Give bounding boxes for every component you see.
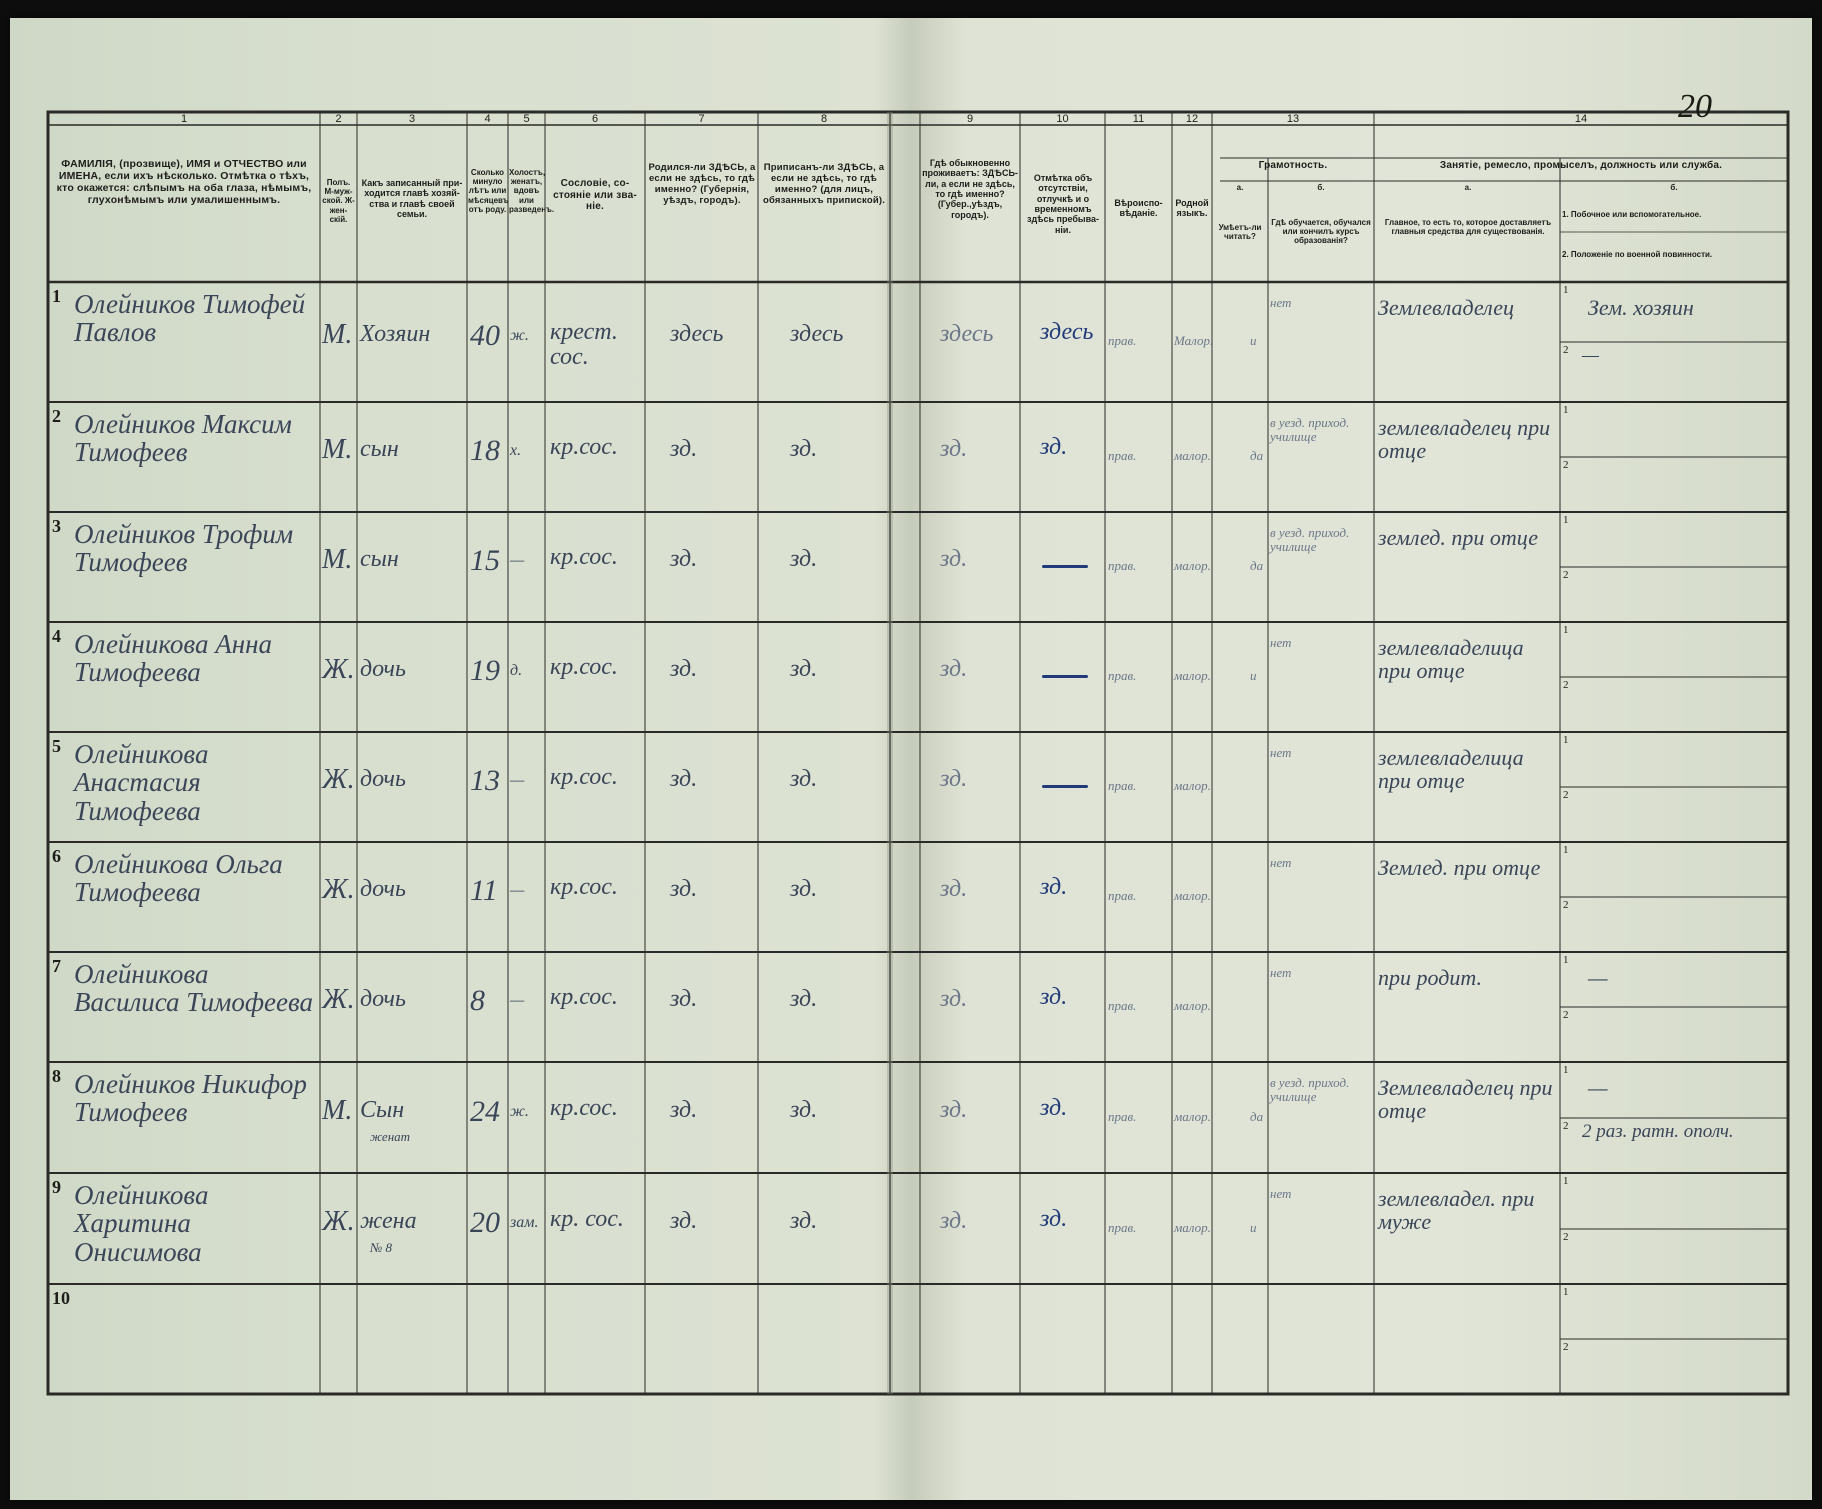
registered-cell: зд. bbox=[790, 876, 818, 902]
absence-dash bbox=[1042, 675, 1088, 678]
sex-cell: М. bbox=[322, 544, 353, 575]
occupation-main-cell: землед. при отце bbox=[1378, 525, 1539, 550]
header-registered: Приписанъ-ли ЗДѢСЬ, а если не здѣсь, то гдѣ именно? (для лицъ, обязанныхъ припиской). bbox=[762, 162, 886, 206]
age-cell: 15 bbox=[470, 544, 500, 577]
language-cell: малор. bbox=[1174, 558, 1211, 573]
absence-cell: зд. bbox=[1040, 1095, 1068, 1121]
absence-cell: здесь bbox=[1040, 319, 1094, 345]
sex-cell: Ж. bbox=[322, 654, 355, 685]
religion-cell: прав. bbox=[1108, 998, 1137, 1013]
literacy-b-cell: нет bbox=[1270, 855, 1292, 870]
birthplace-cell: зд. bbox=[670, 436, 698, 462]
marital-cell: — bbox=[510, 882, 525, 899]
column-number: 8 bbox=[820, 113, 828, 125]
literacy-b-cell: нет bbox=[1270, 745, 1292, 760]
row-number: 6 bbox=[52, 846, 61, 866]
marital-cell: зам. bbox=[510, 1214, 539, 1231]
estate-cell: кр.сос. bbox=[550, 544, 618, 570]
header-residence: Гдѣ обыкновенно проживаетъ: ЗДѢСЬ-ли, а если не здѣсь, то гдѣ именно? (Губер.,уѣздъ, городъ). bbox=[922, 158, 1018, 220]
row-number: 5 bbox=[52, 736, 61, 756]
relation-note: № 8 bbox=[370, 1240, 393, 1255]
header-literacy-a-text: Умѣетъ-ли читать? bbox=[1218, 223, 1262, 242]
column-number: 14 bbox=[1574, 113, 1588, 125]
subrow-2: 2 bbox=[1563, 789, 1569, 801]
column-number: 2 bbox=[335, 113, 342, 125]
age-cell: 20 bbox=[470, 1206, 500, 1239]
header-literacy-a: а. bbox=[1236, 183, 1244, 192]
header-estate: Сословіе, со-стояніе или зва-ніе. bbox=[553, 178, 637, 212]
header-occupation-a-text: Главное, то есть то, которое доставляетъ главныя средства для существованія. bbox=[1384, 218, 1552, 237]
person-name: Олейникова Ольга Тимофеева bbox=[74, 849, 283, 908]
sex-cell: М. bbox=[322, 1095, 353, 1126]
header-occupation-b: б. bbox=[1670, 183, 1678, 192]
subrow-2: 2 bbox=[1563, 899, 1569, 911]
column-number: 13 bbox=[1286, 113, 1300, 125]
column-number: 6 bbox=[591, 113, 599, 125]
subrow-1: 1 bbox=[1563, 1064, 1569, 1076]
language-cell: малор. bbox=[1174, 1109, 1211, 1124]
row-number: 3 bbox=[52, 516, 61, 536]
person-name: Олейникова Харитина Онисимова bbox=[74, 1180, 209, 1267]
religion-cell: прав. bbox=[1108, 778, 1137, 793]
literacy-a-cell bbox=[1250, 999, 1268, 1019]
residence-cell: зд. bbox=[940, 1208, 968, 1234]
marital-cell: ж. bbox=[510, 327, 529, 344]
literacy-a-cell: и bbox=[1250, 333, 1257, 348]
sex-cell: Ж. bbox=[322, 874, 355, 905]
birthplace-cell: зд. bbox=[670, 1208, 698, 1234]
subrow-1: 1 bbox=[1563, 404, 1569, 416]
subrow-1: 1 bbox=[1563, 844, 1569, 856]
subrow-1: 1 bbox=[1563, 284, 1569, 296]
age-cell: 19 bbox=[470, 654, 500, 687]
person-name: Олейникова Анастасия Тимофеева bbox=[74, 739, 209, 826]
age-cell: 24 bbox=[470, 1095, 500, 1128]
absence-cell: зд. bbox=[1040, 874, 1068, 900]
subrow-2: 2 bbox=[1563, 1341, 1569, 1353]
sex-cell: М. bbox=[322, 434, 353, 465]
military-status-cell: 2 раз. ратн. ополч. bbox=[1582, 1121, 1734, 1142]
registered-cell: зд. bbox=[790, 436, 818, 462]
residence-cell: зд. bbox=[940, 1097, 968, 1123]
residence-cell: зд. bbox=[940, 436, 968, 462]
subrow-1: 1 bbox=[1563, 1286, 1569, 1298]
occupation-secondary-cell: — bbox=[1588, 1075, 1608, 1100]
religion-cell: прав. bbox=[1108, 333, 1137, 348]
census-sheet bbox=[10, 18, 1812, 1500]
religion-cell: прав. bbox=[1108, 888, 1137, 903]
registered-cell: зд. bbox=[790, 546, 818, 572]
header-occupation-b-1: 1. Побочное или вспомогательное. bbox=[1562, 210, 1702, 219]
birthplace-cell: здесь bbox=[670, 321, 724, 347]
relation-cell: Хозяин bbox=[360, 321, 431, 347]
literacy-a-cell bbox=[1250, 779, 1268, 799]
registered-cell: зд. bbox=[790, 1097, 818, 1123]
occupation-main-cell: при родит. bbox=[1378, 965, 1482, 990]
header-religion: Вѣроиспо-вѣданіе. bbox=[1114, 198, 1163, 219]
column-number: 4 bbox=[484, 113, 491, 125]
column-number: 9 bbox=[966, 113, 974, 125]
absence-cell: зд. bbox=[1040, 1206, 1068, 1232]
subrow-1: 1 bbox=[1563, 954, 1569, 966]
header-occupation: Занятіе, ремесло, промыселъ, должность или служба. bbox=[1439, 160, 1723, 171]
military-status-cell: — bbox=[1582, 345, 1599, 366]
occupation-main-cell: Землевладелец при отце bbox=[1378, 1075, 1553, 1124]
column-number: 1 bbox=[180, 113, 188, 125]
absence-dash bbox=[1042, 565, 1088, 568]
marital-cell: — bbox=[510, 992, 525, 1009]
literacy-b-cell: нет bbox=[1270, 635, 1292, 650]
religion-cell: прав. bbox=[1108, 1220, 1137, 1235]
relation-cell: Сын bbox=[360, 1097, 405, 1123]
literacy-a-cell: да bbox=[1250, 1109, 1264, 1124]
subrow-2: 2 bbox=[1563, 1231, 1569, 1243]
column-number: 3 bbox=[408, 113, 416, 125]
person-name: Олейников Максим Тимофеев bbox=[74, 409, 292, 468]
occupation-main-cell: землевладелец при отце bbox=[1378, 415, 1551, 464]
residence-cell: зд. bbox=[940, 986, 968, 1012]
subrow-1: 1 bbox=[1563, 734, 1569, 746]
column-number: 10 bbox=[1056, 113, 1069, 125]
birthplace-cell: зд. bbox=[670, 1097, 698, 1123]
occupation-main-cell: землевладелица при отце bbox=[1378, 745, 1524, 794]
header-birthplace: Родился-ли ЗДѢСЬ, а если не здѣсь, то гдѣ именно? (Губернія, уѣздъ, городъ). bbox=[648, 162, 756, 206]
relation-cell: дочь bbox=[360, 876, 406, 902]
relation-cell: дочь bbox=[360, 656, 406, 682]
registered-cell: зд. bbox=[790, 766, 818, 792]
birthplace-cell: зд. bbox=[670, 876, 698, 902]
subrow-1: 1 bbox=[1563, 1175, 1569, 1187]
row-number: 9 bbox=[52, 1177, 61, 1197]
header-sex: Полъ. М-муж-ской. Ж-жен-скій. bbox=[322, 178, 355, 224]
language-cell: малор. bbox=[1174, 668, 1211, 683]
column-number: 5 bbox=[523, 113, 530, 125]
residence-cell: здесь bbox=[940, 321, 994, 347]
religion-cell: прав. bbox=[1108, 668, 1137, 683]
literacy-a-cell: и bbox=[1250, 668, 1257, 683]
absence-cell: зд. bbox=[1040, 984, 1068, 1010]
subrow-2: 2 bbox=[1563, 1120, 1569, 1132]
estate-cell: кр.сос. bbox=[550, 764, 618, 790]
sex-cell: М. bbox=[322, 319, 353, 350]
residence-cell: зд. bbox=[940, 766, 968, 792]
language-cell: малор. bbox=[1174, 778, 1211, 793]
marital-cell: — bbox=[510, 552, 525, 569]
relation-note: женат bbox=[370, 1129, 411, 1144]
language-cell: малор. bbox=[1174, 1220, 1211, 1235]
person-name: Олейникова Анна Тимофеева bbox=[74, 629, 272, 688]
column-number: 12 bbox=[1185, 113, 1199, 125]
person-name: Олейников Никифор Тимофеев bbox=[74, 1069, 307, 1128]
language-cell: малор. bbox=[1174, 998, 1211, 1013]
relation-cell: жена bbox=[360, 1208, 417, 1234]
birthplace-cell: зд. bbox=[670, 766, 698, 792]
estate-cell: кр.сос. bbox=[550, 984, 618, 1010]
registered-cell: зд. bbox=[790, 986, 818, 1012]
subrow-2: 2 bbox=[1563, 1009, 1569, 1021]
occupation-main-cell: Землевладелец bbox=[1378, 295, 1514, 320]
age-cell: 18 bbox=[470, 434, 500, 467]
age-cell: 13 bbox=[470, 764, 500, 797]
row-number: 2 bbox=[52, 406, 61, 426]
header-relation: Какъ записанный при-ходится главѣ хозяй-ства и главѣ своей семьи. bbox=[361, 178, 463, 220]
person-name: Олейникова Василиса Тимофеева bbox=[74, 959, 314, 1018]
page-number: 20 bbox=[1678, 88, 1712, 125]
religion-cell: прав. bbox=[1108, 448, 1137, 463]
estate-cell: кр.сос. bbox=[550, 654, 618, 680]
absence-cell: зд. bbox=[1040, 434, 1068, 460]
sex-cell: Ж. bbox=[322, 764, 355, 795]
birthplace-cell: зд. bbox=[670, 656, 698, 682]
literacy-b-cell: нет bbox=[1270, 965, 1292, 980]
header-occupation-a: а. bbox=[1464, 183, 1472, 192]
header-literacy: Грамотность. bbox=[1258, 160, 1328, 171]
literacy-a-cell: да bbox=[1250, 558, 1264, 573]
row-number: 10 bbox=[52, 1288, 70, 1308]
header-name: ФАМИЛІЯ, (прозвище), ИМЯ и ОТЧЕСТВО или ИМЕНА, если ихъ нѣсколько. Отмѣтка о тѣхъ, кто окажется: слѣпымъ на оба глаза, нѣмымъ, глухонѣмымъ или умалишеннымъ. bbox=[56, 158, 312, 207]
occupation-secondary-cell: Зем. хозяин bbox=[1588, 295, 1694, 320]
literacy-a-cell: и bbox=[1250, 1220, 1257, 1235]
header-literacy-b: б. bbox=[1317, 183, 1325, 192]
occupation-main-cell: Землед. при отце bbox=[1378, 855, 1541, 880]
relation-cell: сын bbox=[360, 436, 399, 462]
subrow-2: 2 bbox=[1563, 344, 1569, 356]
literacy-a-cell: да bbox=[1250, 448, 1264, 463]
person-name: Олейников Трофим Тимофеев bbox=[74, 519, 294, 578]
literacy-b-cell: в уезд. приход. училище bbox=[1270, 415, 1350, 444]
estate-cell: кр.сос. bbox=[550, 434, 618, 460]
row-number: 7 bbox=[52, 956, 61, 976]
relation-cell: сын bbox=[360, 546, 399, 572]
occupation-main-cell: землевладелица при отце bbox=[1378, 635, 1524, 684]
header-absence: Отмѣтка объ отсутствіи, отлучкѣ и о временномъ здѣсь пребыва-ніи. bbox=[1026, 173, 1100, 235]
sex-cell: Ж. bbox=[322, 984, 355, 1015]
absence-dash bbox=[1042, 785, 1088, 788]
residence-cell: зд. bbox=[940, 546, 968, 572]
column-number: 7 bbox=[698, 113, 705, 125]
marital-cell: ж. bbox=[510, 1103, 529, 1120]
marital-cell: — bbox=[510, 772, 525, 789]
language-cell: Малор. bbox=[1174, 333, 1214, 348]
language-cell: малор. bbox=[1174, 888, 1211, 903]
literacy-a-cell bbox=[1250, 889, 1268, 909]
relation-cell: дочь bbox=[360, 766, 406, 792]
language-cell: малор. bbox=[1174, 448, 1211, 463]
religion-cell: прав. bbox=[1108, 1109, 1137, 1124]
residence-cell: зд. bbox=[940, 656, 968, 682]
registered-cell: здесь bbox=[790, 321, 844, 347]
residence-cell: зд. bbox=[940, 876, 968, 902]
marital-cell: д. bbox=[510, 662, 523, 679]
marital-cell: х. bbox=[510, 442, 522, 459]
row-number: 4 bbox=[52, 626, 61, 646]
occupation-secondary-cell: — bbox=[1588, 965, 1608, 990]
literacy-b-cell: нет bbox=[1270, 295, 1292, 310]
header-age: Сколько минуло лѣтъ или мѣсяцевъ отъ роду. bbox=[468, 168, 509, 214]
age-cell: 11 bbox=[470, 874, 498, 907]
person-name: Олейников Тимофей Павлов bbox=[74, 289, 306, 348]
header-language: Родной языкъ. bbox=[1175, 198, 1209, 219]
subrow-2: 2 bbox=[1563, 459, 1569, 471]
column-number: 11 bbox=[1132, 113, 1145, 125]
estate-cell: кр.сос. bbox=[550, 1095, 618, 1121]
age-cell: 40 bbox=[470, 319, 500, 352]
row-number: 1 bbox=[52, 286, 61, 306]
literacy-b-cell: нет bbox=[1270, 1186, 1292, 1201]
age-cell: 8 bbox=[470, 984, 485, 1017]
estate-cell: крест. сос. bbox=[550, 319, 618, 371]
header-marital: Холостъ, женатъ, вдовъ или разведенъ. bbox=[509, 168, 555, 214]
estate-cell: кр. сос. bbox=[550, 1206, 624, 1232]
religion-cell: прав. bbox=[1108, 558, 1137, 573]
relation-cell: дочь bbox=[360, 986, 406, 1012]
registered-cell: зд. bbox=[790, 1208, 818, 1234]
sex-cell: Ж. bbox=[322, 1206, 355, 1237]
header-literacy-b-text: Гдѣ обучается, обучался или кончилъ курсъ образованія? bbox=[1271, 218, 1371, 246]
subrow-1: 1 bbox=[1563, 514, 1569, 526]
subrow-2: 2 bbox=[1563, 569, 1569, 581]
row-number: 8 bbox=[52, 1066, 61, 1086]
occupation-main-cell: землевладел. при муже bbox=[1378, 1186, 1535, 1235]
estate-cell: кр.сос. bbox=[550, 874, 618, 900]
subrow-1: 1 bbox=[1563, 624, 1569, 636]
birthplace-cell: зд. bbox=[670, 986, 698, 1012]
literacy-b-cell: в уезд. приход. училище bbox=[1270, 525, 1350, 554]
literacy-b-cell: в уезд. приход. училище bbox=[1270, 1075, 1350, 1104]
birthplace-cell: зд. bbox=[670, 546, 698, 572]
subrow-2: 2 bbox=[1563, 679, 1569, 691]
registered-cell: зд. bbox=[790, 656, 818, 682]
header-occupation-b-2: 2. Положеніе по военной повинности. bbox=[1562, 250, 1713, 259]
